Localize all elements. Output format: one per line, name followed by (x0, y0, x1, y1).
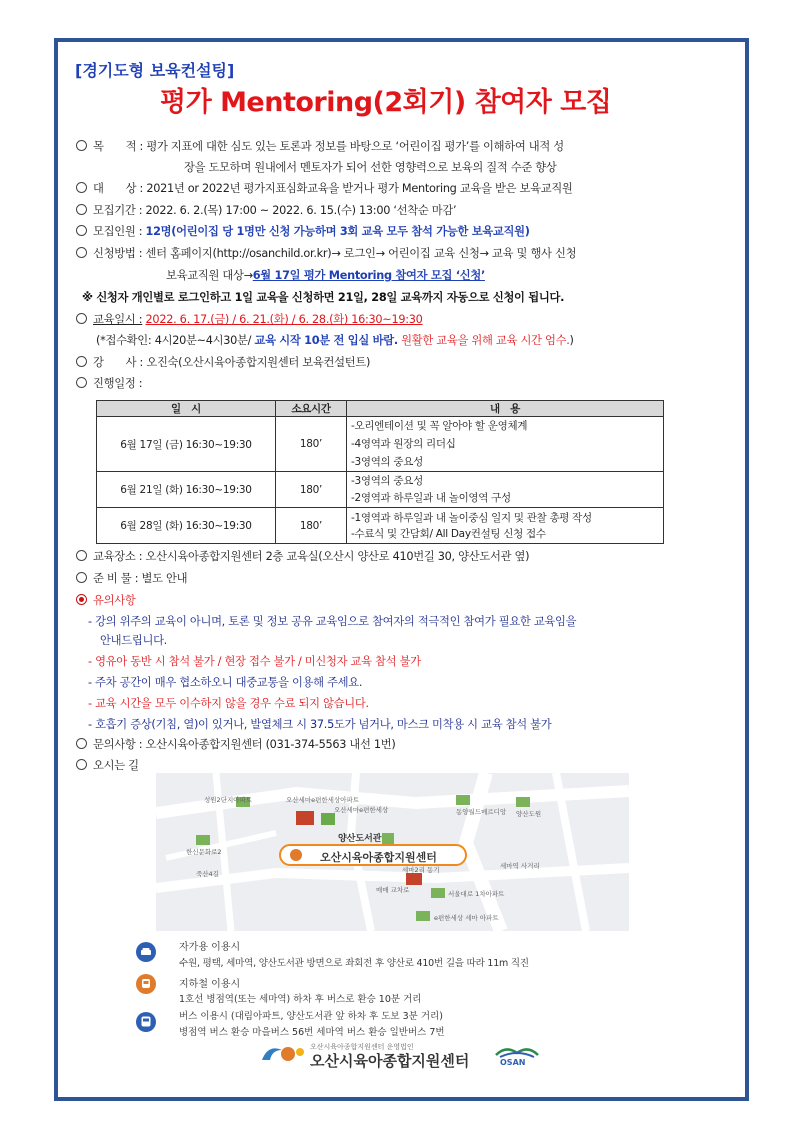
prep-row (76, 571, 187, 587)
people-row (76, 224, 530, 240)
bullet-circle-icon (76, 356, 87, 367)
center-logo-text: 오산시육아종합지원센터 (310, 1052, 470, 1070)
bullet-circle-icon (76, 759, 87, 770)
bullet-circle-icon (76, 377, 87, 388)
map-library-label: 양산도서관 (338, 834, 382, 844)
osan-city-logo-text: OSAN (500, 1058, 526, 1067)
row-content (347, 417, 664, 472)
logo-subtext: 오산시육아종합지원센터 운영법인 (310, 1043, 414, 1051)
checkin-arrive: 교육 시작 10분 전 입실 바람. (254, 334, 398, 347)
bullet-filled-icon (76, 594, 87, 605)
inquiry-row (76, 737, 396, 753)
caution-2: - 영유아 동반 시 참석 불가 / 현장 접수 불가 / 미신청자 교육 참석 불가 (88, 655, 421, 668)
row-duration: 180’ (276, 472, 347, 508)
transport-subway-desc: 1호선 병점역(또는 세마역) 하차 후 버스로 환승 10분 거리 (179, 994, 422, 1005)
bullet-circle-icon (76, 313, 87, 324)
transport-car-desc: 수원, 평택, 세마역, 양산도서관 방면으로 좌회전 후 양산로 410번 길을 따라 11m 직진 (179, 958, 529, 969)
checkin-close: ) (569, 334, 574, 347)
schedule-row (76, 376, 142, 392)
row-duration: 180’ (276, 417, 347, 472)
transport-car-title: 자가용 이용시 (179, 942, 241, 953)
location-map[interactable] (156, 773, 629, 931)
apply-label: 신청방법 : (93, 247, 143, 260)
content-line: -1영역과 하루일과 내 놀이중심 일지 및 관찰 총평 작성 (351, 511, 592, 524)
map-label: 오산세마e편한세상아파트 (286, 796, 360, 804)
header-content: 내 용 (347, 401, 664, 417)
checkin-note (96, 333, 574, 349)
map-label: 매매 교차로 (376, 886, 410, 894)
target-text: 2021년 or 2022년 평가지표심화교육을 받거나 평가 Mentoring 교육을 받은 보육교직원 (146, 182, 573, 195)
inquiry-label: 문의사항 : (93, 738, 143, 751)
target-row (76, 181, 573, 197)
lecturer-row (76, 355, 370, 371)
schedule-table (96, 400, 664, 544)
transport-bus-title: 버스 이용시 (대림아파트, 양산도서관 앞 하차 후 도보 3분 거리) (179, 1011, 443, 1022)
directions-label: 오시는 길 (93, 759, 139, 772)
poster-frame (54, 38, 749, 1101)
date-label: 교육일시 : (93, 313, 143, 326)
row-date: 6월 17일 (금) 16:30~19:30 (97, 417, 276, 472)
apply-text: 센터 홈페이지(http://osanchild.or.kr)→ 로그인→ 어린이집 교육 신청→ 교육 및 행사 신청 (145, 247, 577, 260)
map-label: 오산세마e편한세상 (334, 806, 389, 814)
auto-enroll-notice: ※ 신청자 개인별로 로그인하고 1일 교육을 신청하면 21일, 28일 교육까지 자동으로 신청이 됩니다. (82, 291, 565, 304)
people-label: 모집인원 : (93, 225, 143, 238)
content-line: -오리엔테이션 및 꼭 알아야 할 운영체계 (351, 420, 528, 432)
bullet-circle-icon (76, 182, 87, 193)
inquiry-text: 오산시육아종합지원센터 (031-374-5563 내선 1번) (145, 738, 396, 751)
map-label: 동양월드메르디앙 (456, 808, 507, 816)
content-line: -2영역과 하루일과 내 놀이영역 구성 (351, 491, 511, 504)
content-line: -3영역의 중요성 (351, 474, 423, 487)
map-label: 한신문화로2 (186, 848, 222, 856)
checkin-strict: 원활한 교육을 위해 교육 시간 엄수. (401, 334, 570, 347)
map-label: 세마역 사거리 (500, 862, 540, 870)
program-tag: [경기도형 보육컨설팅] (75, 61, 235, 80)
place-label: 교육장소 : (93, 550, 143, 563)
table-row (97, 508, 664, 544)
map-label: 세마2리 동기 (402, 866, 440, 874)
row-date: 6월 28일 (화) 16:30~19:30 (97, 508, 276, 544)
lecturer-text: 오진숙(오산시육아종합지원센터 보육컨설턴트) (146, 356, 371, 369)
checkin-time: (*접수확인: 4시20분~4시30분/ (96, 334, 252, 347)
map-label: 양산도원 (516, 810, 542, 818)
caution-3: - 주차 공간이 매우 협소하오니 대중교통을 이용해 주세요. (88, 676, 363, 689)
place-row (76, 549, 529, 565)
car-icon (136, 942, 156, 962)
period-label: 모집기간 : (93, 204, 143, 217)
caution-5: - 호흡기 증상(기침, 열)이 있거나, 발열체크 시 37.5도가 넘거나, 마스크 미착용 시 교육 참석 불가 (88, 718, 552, 731)
transport-bus-desc: 병점역 버스 환승 마을버스 56번 세마역 버스 환승 일반버스 7번 (179, 1027, 445, 1038)
apply-text-cont (166, 268, 485, 284)
bullet-circle-icon (76, 738, 87, 749)
caution-1-cont: 안내드립니다. (100, 634, 167, 647)
prep-label: 준 비 물 : (93, 572, 139, 585)
header-date: 일 시 (97, 401, 276, 417)
target-label: 대 상 : (93, 182, 144, 195)
caution-1: - 강의 위주의 교육이 아니며, 토론 및 정보 공유 교육임으로 참여자의 적극적인 참여가 필요한 교육임을 (88, 615, 577, 628)
purpose-label: 목 적 : (93, 140, 144, 153)
header-duration: 소요시간 (276, 401, 347, 417)
period-row (76, 203, 456, 219)
apply-row (76, 246, 576, 262)
prep-text: 별도 안내 (141, 572, 188, 585)
people-text: 12명(어린이집 당 1명만 신청 가능하며 3회 교육 모두 참석 가능한 보육교직원) (145, 225, 530, 238)
map-label: e편한세상 세마 아파트 (434, 914, 499, 922)
map-label: 서울대로 1차아파트 (448, 890, 505, 898)
caution-4: - 교육 시간을 모두 이수하지 않을 경우 수료 되지 않습니다. (88, 697, 369, 710)
schedule-label: 진행일정 : (93, 377, 143, 390)
map-label: 성원2단지아파트 (204, 796, 253, 804)
bullet-circle-icon (76, 550, 87, 561)
apply-link[interactable]: 6월 17일 평가 Mentoring 참여자 모집 ‘신청’ (252, 269, 485, 282)
bullet-circle-icon (76, 140, 87, 151)
bullet-circle-icon (76, 204, 87, 215)
caution-label: 유의사항 (93, 594, 136, 607)
bullet-circle-icon (76, 247, 87, 258)
center-logo-icon (258, 1040, 308, 1068)
bullet-circle-icon (76, 572, 87, 583)
date-row (76, 312, 423, 328)
directions-row (76, 758, 139, 774)
purpose-row (76, 139, 564, 155)
subway-icon (136, 974, 156, 994)
purpose-text-cont: 장을 도모하며 원내에서 멘토자가 되어 선한 영향력으로 보육의 질적 수준 향상 (184, 161, 557, 174)
apply-target: 보육교직원 대상→ (166, 269, 253, 282)
table-row (97, 417, 664, 472)
row-content (347, 472, 664, 508)
place-text: 오산시육아종합지원센터 2층 교육실(오산시 양산로 410번길 30, 양산도서관 옆) (145, 550, 530, 563)
bus-icon (136, 1012, 156, 1032)
caution-row (76, 593, 135, 609)
bullet-circle-icon (76, 225, 87, 236)
map-label: 죽산4길 (196, 870, 219, 878)
row-content (347, 508, 664, 544)
date-text: 2022. 6. 17.(금) / 6. 21.(화) / 6. 28.(화) 16:30~19:30 (145, 313, 423, 326)
period-text: 2022. 6. 2.(목) 17:00 ~ 2022. 6. 15.(수) 13:00 ‘선착순 마감’ (145, 204, 457, 217)
map-center-label: 오산시육아종합지원센터 (320, 851, 437, 864)
page-title: 평가 Mentoring(2회기) 참여자 모집 (160, 87, 612, 118)
content-line: -3영역의 중요성 (351, 456, 423, 468)
content-line: -4영역과 원장의 리더십 (351, 438, 456, 450)
table-row (97, 472, 664, 508)
table-header-row (97, 401, 664, 417)
content-line: -수료식 및 간담회/ All Day컨설팅 신청 접수 (351, 527, 546, 540)
lecturer-label: 강 사 : (93, 356, 144, 369)
purpose-text: 평가 지표에 대한 심도 있는 토론과 정보를 바탕으로 ‘어린이집 평가’를 이해하여 내적 성 (146, 140, 564, 153)
row-date: 6월 21일 (화) 16:30~19:30 (97, 472, 276, 508)
transport-subway-title: 지하철 이용시 (179, 979, 241, 990)
row-duration: 180’ (276, 508, 347, 544)
osan-city-logo-icon (494, 1043, 540, 1059)
